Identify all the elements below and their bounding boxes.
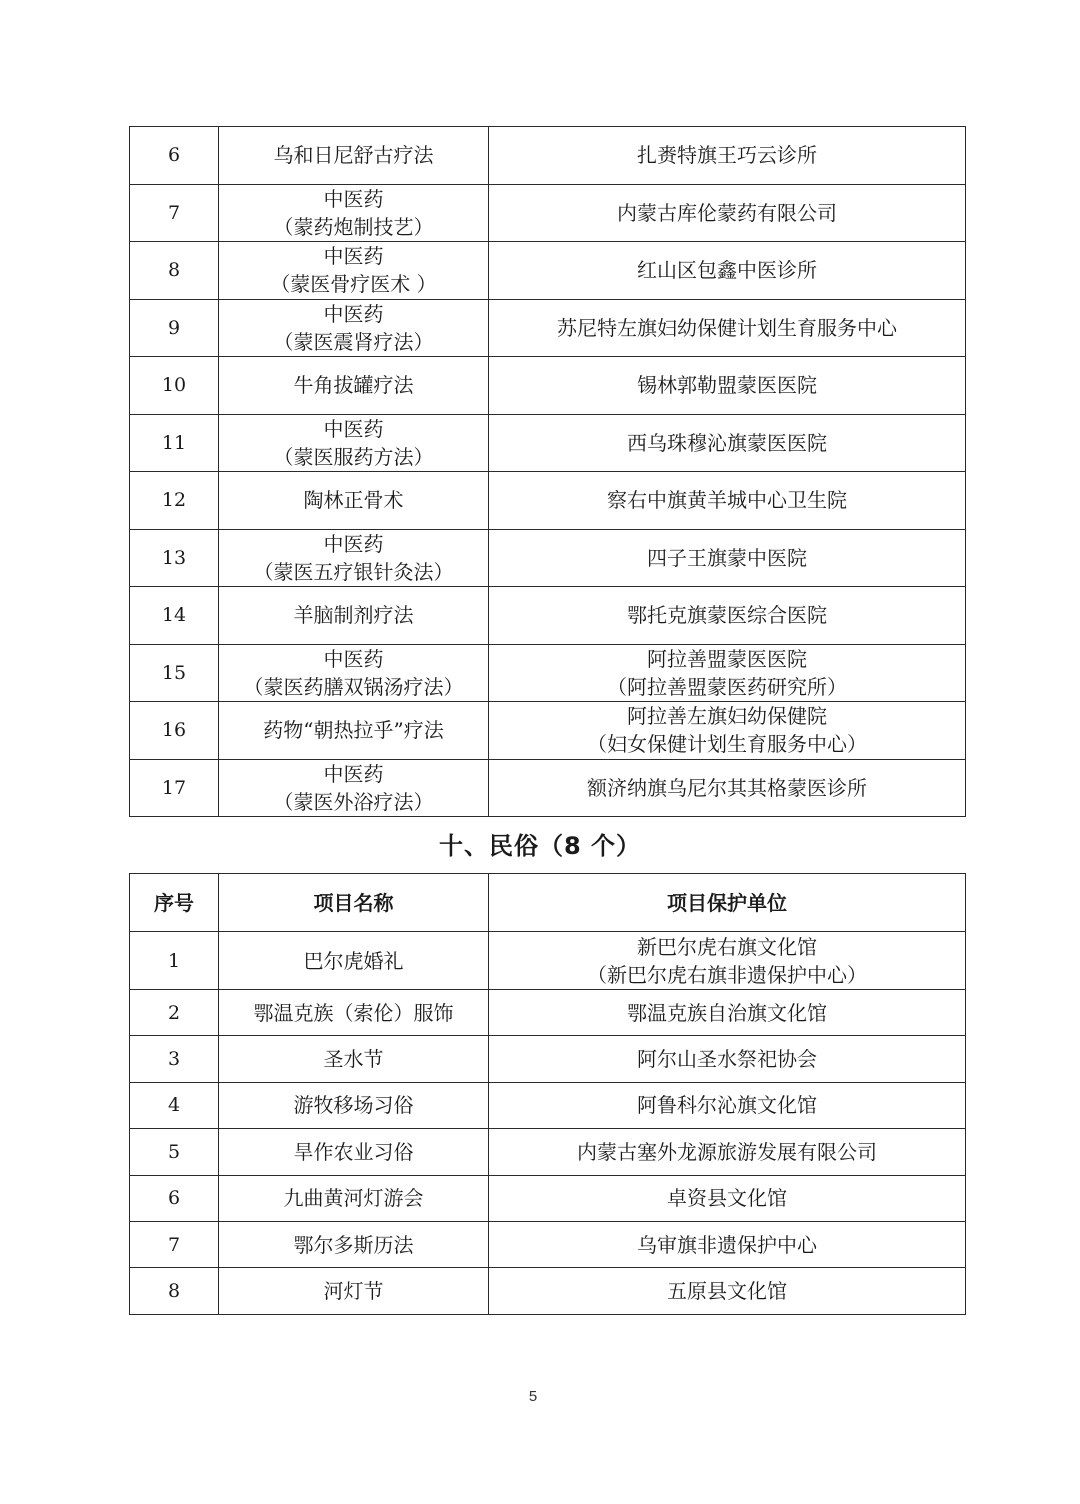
table-row <box>130 242 966 300</box>
table-row <box>130 644 966 702</box>
cell-protection-unit-line: 阿鲁科尔沁旗文化馆 <box>637 1093 817 1118</box>
cell-protection-unit-line: 阿拉善左旗妇幼保健院 <box>627 704 827 729</box>
table-row <box>130 414 966 472</box>
cell-serial-number: 7 <box>130 1221 219 1267</box>
cell-protection-unit <box>489 1036 966 1082</box>
cell-protection-unit <box>489 932 966 990</box>
cell-protection-unit <box>489 990 966 1036</box>
table-row <box>130 184 966 242</box>
cell-project-name <box>219 299 489 357</box>
cell-protection-unit-line: 西乌珠穆沁旗蒙医医院 <box>627 430 827 455</box>
table-row <box>130 990 966 1036</box>
cell-project-name-line: 圣水节 <box>323 1047 384 1072</box>
cell-protection-unit <box>489 242 966 300</box>
cell-project-name-line: 中医药 <box>323 186 384 211</box>
cell-project-name <box>219 587 489 645</box>
medicine-items-table-body <box>130 127 966 817</box>
cell-project-name-line: 巴尔虎婚礼 <box>303 948 404 973</box>
cell-project-name-line: 中医药 <box>323 244 384 269</box>
table-row <box>130 127 966 185</box>
cell-protection-unit-line: 四子王旗蒙中医院 <box>647 545 807 570</box>
cell-serial-number: 1 <box>130 932 219 990</box>
cell-project-name-line: （蒙医骨疗医术 ） <box>270 272 437 297</box>
cell-project-name-line: 羊脑制剂疗法 <box>293 603 414 628</box>
cell-protection-unit-line: 红山区包鑫中医诊所 <box>637 258 817 283</box>
cell-project-name <box>219 529 489 587</box>
table-row <box>130 1221 966 1267</box>
cell-project-name-line: 鄂温克族（索伦）服饰 <box>253 1000 454 1025</box>
folk-customs-table-body <box>130 932 966 1315</box>
cell-project-name-line: 陶林正骨术 <box>303 488 404 513</box>
cell-project-name <box>219 702 489 760</box>
cell-project-name-line: （蒙医外浴疗法） <box>273 789 434 814</box>
cell-protection-unit-line: 新巴尔虎右旗文化馆 <box>637 934 817 959</box>
cell-project-name-line: 游牧移场习俗 <box>293 1093 414 1118</box>
table-row <box>130 587 966 645</box>
cell-protection-unit-line: 内蒙古塞外龙源旅游发展有限公司 <box>577 1139 877 1164</box>
cell-project-name-line: （蒙医震肾疗法） <box>273 329 434 354</box>
cell-protection-unit <box>489 414 966 472</box>
cell-project-name-line: （蒙医五疗银针灸法） <box>253 559 454 584</box>
cell-protection-unit-line: 锡林郭勒盟蒙医医院 <box>637 373 817 398</box>
cell-protection-unit <box>489 644 966 702</box>
cell-project-name <box>219 472 489 530</box>
cell-protection-unit <box>489 1221 966 1267</box>
table-row <box>130 299 966 357</box>
cell-project-name <box>219 932 489 990</box>
cell-project-name <box>219 1129 489 1175</box>
cell-project-name <box>219 1221 489 1267</box>
cell-protection-unit <box>489 1129 966 1175</box>
cell-protection-unit <box>489 1082 966 1128</box>
table-row <box>130 932 966 990</box>
header-project-name: 项目名称 <box>219 874 489 932</box>
section-title-folk-customs: 十、民俗（8 个） <box>438 832 642 860</box>
cell-project-name <box>219 759 489 817</box>
cell-project-name-line: 旱作农业习俗 <box>293 1139 414 1164</box>
cell-protection-unit <box>489 587 966 645</box>
cell-project-name <box>219 357 489 415</box>
table-header-row <box>130 874 966 932</box>
cell-protection-unit-line: 阿尔山圣水祭祀协会 <box>637 1047 817 1072</box>
cell-project-name-line: 九曲黄河灯游会 <box>283 1186 424 1211</box>
cell-protection-unit <box>489 472 966 530</box>
cell-protection-unit-line: 鄂托克旗蒙医综合医院 <box>627 603 827 628</box>
cell-protection-unit-line: 苏尼特左旗妇幼保健计划生育服务中心 <box>557 315 897 340</box>
cell-serial-number: 10 <box>130 357 219 415</box>
table-row <box>130 529 966 587</box>
cell-protection-unit-line: 内蒙古库伦蒙药有限公司 <box>617 200 837 225</box>
cell-project-name-line: 河灯节 <box>323 1279 384 1304</box>
table-row <box>130 1036 966 1082</box>
cell-protection-unit-line: （妇女保健计划生育服务中心） <box>587 732 867 757</box>
cell-protection-unit-line: 察右中旗黄羊城中心卫生院 <box>607 488 847 513</box>
cell-serial-number: 8 <box>130 242 219 300</box>
cell-project-name-line: 中医药 <box>323 646 384 671</box>
cell-project-name-line: 乌和日尼舒古疗法 <box>273 143 434 168</box>
table-row <box>130 702 966 760</box>
table-row <box>130 759 966 817</box>
cell-serial-number: 6 <box>130 127 219 185</box>
cell-project-name <box>219 1175 489 1221</box>
cell-serial-number: 3 <box>130 1036 219 1082</box>
cell-protection-unit-line: 鄂温克族自治旗文化馆 <box>627 1000 827 1025</box>
cell-protection-unit-line: 额济纳旗乌尼尔其其格蒙医诊所 <box>587 775 867 800</box>
cell-serial-number: 6 <box>130 1175 219 1221</box>
table-row <box>130 472 966 530</box>
cell-serial-number: 8 <box>130 1268 219 1314</box>
cell-project-name <box>219 1082 489 1128</box>
cell-serial-number: 2 <box>130 990 219 1036</box>
cell-serial-number: 13 <box>130 529 219 587</box>
table-row <box>130 1129 966 1175</box>
cell-serial-number: 9 <box>130 299 219 357</box>
cell-protection-unit <box>489 529 966 587</box>
page-number: 5 <box>528 1388 538 1405</box>
cell-project-name <box>219 1036 489 1082</box>
cell-protection-unit <box>489 299 966 357</box>
cell-project-name-line: 中医药 <box>323 416 384 441</box>
cell-project-name-line: 牛角拔罐疗法 <box>293 373 414 398</box>
cell-project-name-line: 中医药 <box>323 531 384 556</box>
cell-protection-unit <box>489 759 966 817</box>
cell-project-name-line: 中医药 <box>323 301 384 326</box>
cell-project-name <box>219 1268 489 1314</box>
cell-serial-number: 16 <box>130 702 219 760</box>
folk-customs-table <box>129 873 966 1315</box>
table-row <box>130 357 966 415</box>
cell-protection-unit-line: 阿拉善盟蒙医医院 <box>647 646 807 671</box>
cell-project-name <box>219 644 489 702</box>
cell-serial-number: 4 <box>130 1082 219 1128</box>
cell-serial-number: 15 <box>130 644 219 702</box>
cell-protection-unit-line: （阿拉善盟蒙医药研究所） <box>607 674 847 699</box>
cell-protection-unit-line: 乌审旗非遗保护中心 <box>637 1232 817 1257</box>
cell-protection-unit <box>489 1268 966 1314</box>
cell-protection-unit <box>489 1175 966 1221</box>
cell-serial-number: 5 <box>130 1129 219 1175</box>
cell-project-name <box>219 414 489 472</box>
cell-serial-number: 11 <box>130 414 219 472</box>
cell-protection-unit-line: （新巴尔虎右旗非遗保护中心） <box>587 962 867 987</box>
cell-project-name-line: 中医药 <box>323 761 384 786</box>
cell-project-name-line: （蒙药炮制技艺） <box>273 214 434 239</box>
table-row <box>130 1268 966 1314</box>
header-serial-number: 序号 <box>130 874 219 932</box>
cell-protection-unit <box>489 702 966 760</box>
cell-protection-unit <box>489 357 966 415</box>
header-protection-unit: 项目保护单位 <box>489 874 966 932</box>
medicine-items-table <box>129 126 966 817</box>
cell-protection-unit-line: 扎赉特旗王巧云诊所 <box>637 143 817 168</box>
cell-project-name-line: （蒙医药膳双锅汤疗法） <box>243 674 464 699</box>
cell-serial-number: 14 <box>130 587 219 645</box>
cell-protection-unit-line: 卓资县文化馆 <box>667 1186 787 1211</box>
cell-project-name <box>219 184 489 242</box>
cell-project-name <box>219 990 489 1036</box>
cell-project-name <box>219 242 489 300</box>
cell-protection-unit <box>489 184 966 242</box>
cell-project-name-line: 鄂尔多斯历法 <box>293 1232 414 1257</box>
cell-serial-number: 7 <box>130 184 219 242</box>
table-row <box>130 1082 966 1128</box>
table-row <box>130 1175 966 1221</box>
cell-serial-number: 12 <box>130 472 219 530</box>
cell-protection-unit-line: 五原县文化馆 <box>667 1279 787 1304</box>
cell-project-name-line: 药物“朝热拉乎”疗法 <box>263 718 444 743</box>
cell-protection-unit <box>489 127 966 185</box>
cell-project-name-line: （蒙医服药方法） <box>273 444 434 469</box>
cell-project-name <box>219 127 489 185</box>
cell-serial-number: 17 <box>130 759 219 817</box>
